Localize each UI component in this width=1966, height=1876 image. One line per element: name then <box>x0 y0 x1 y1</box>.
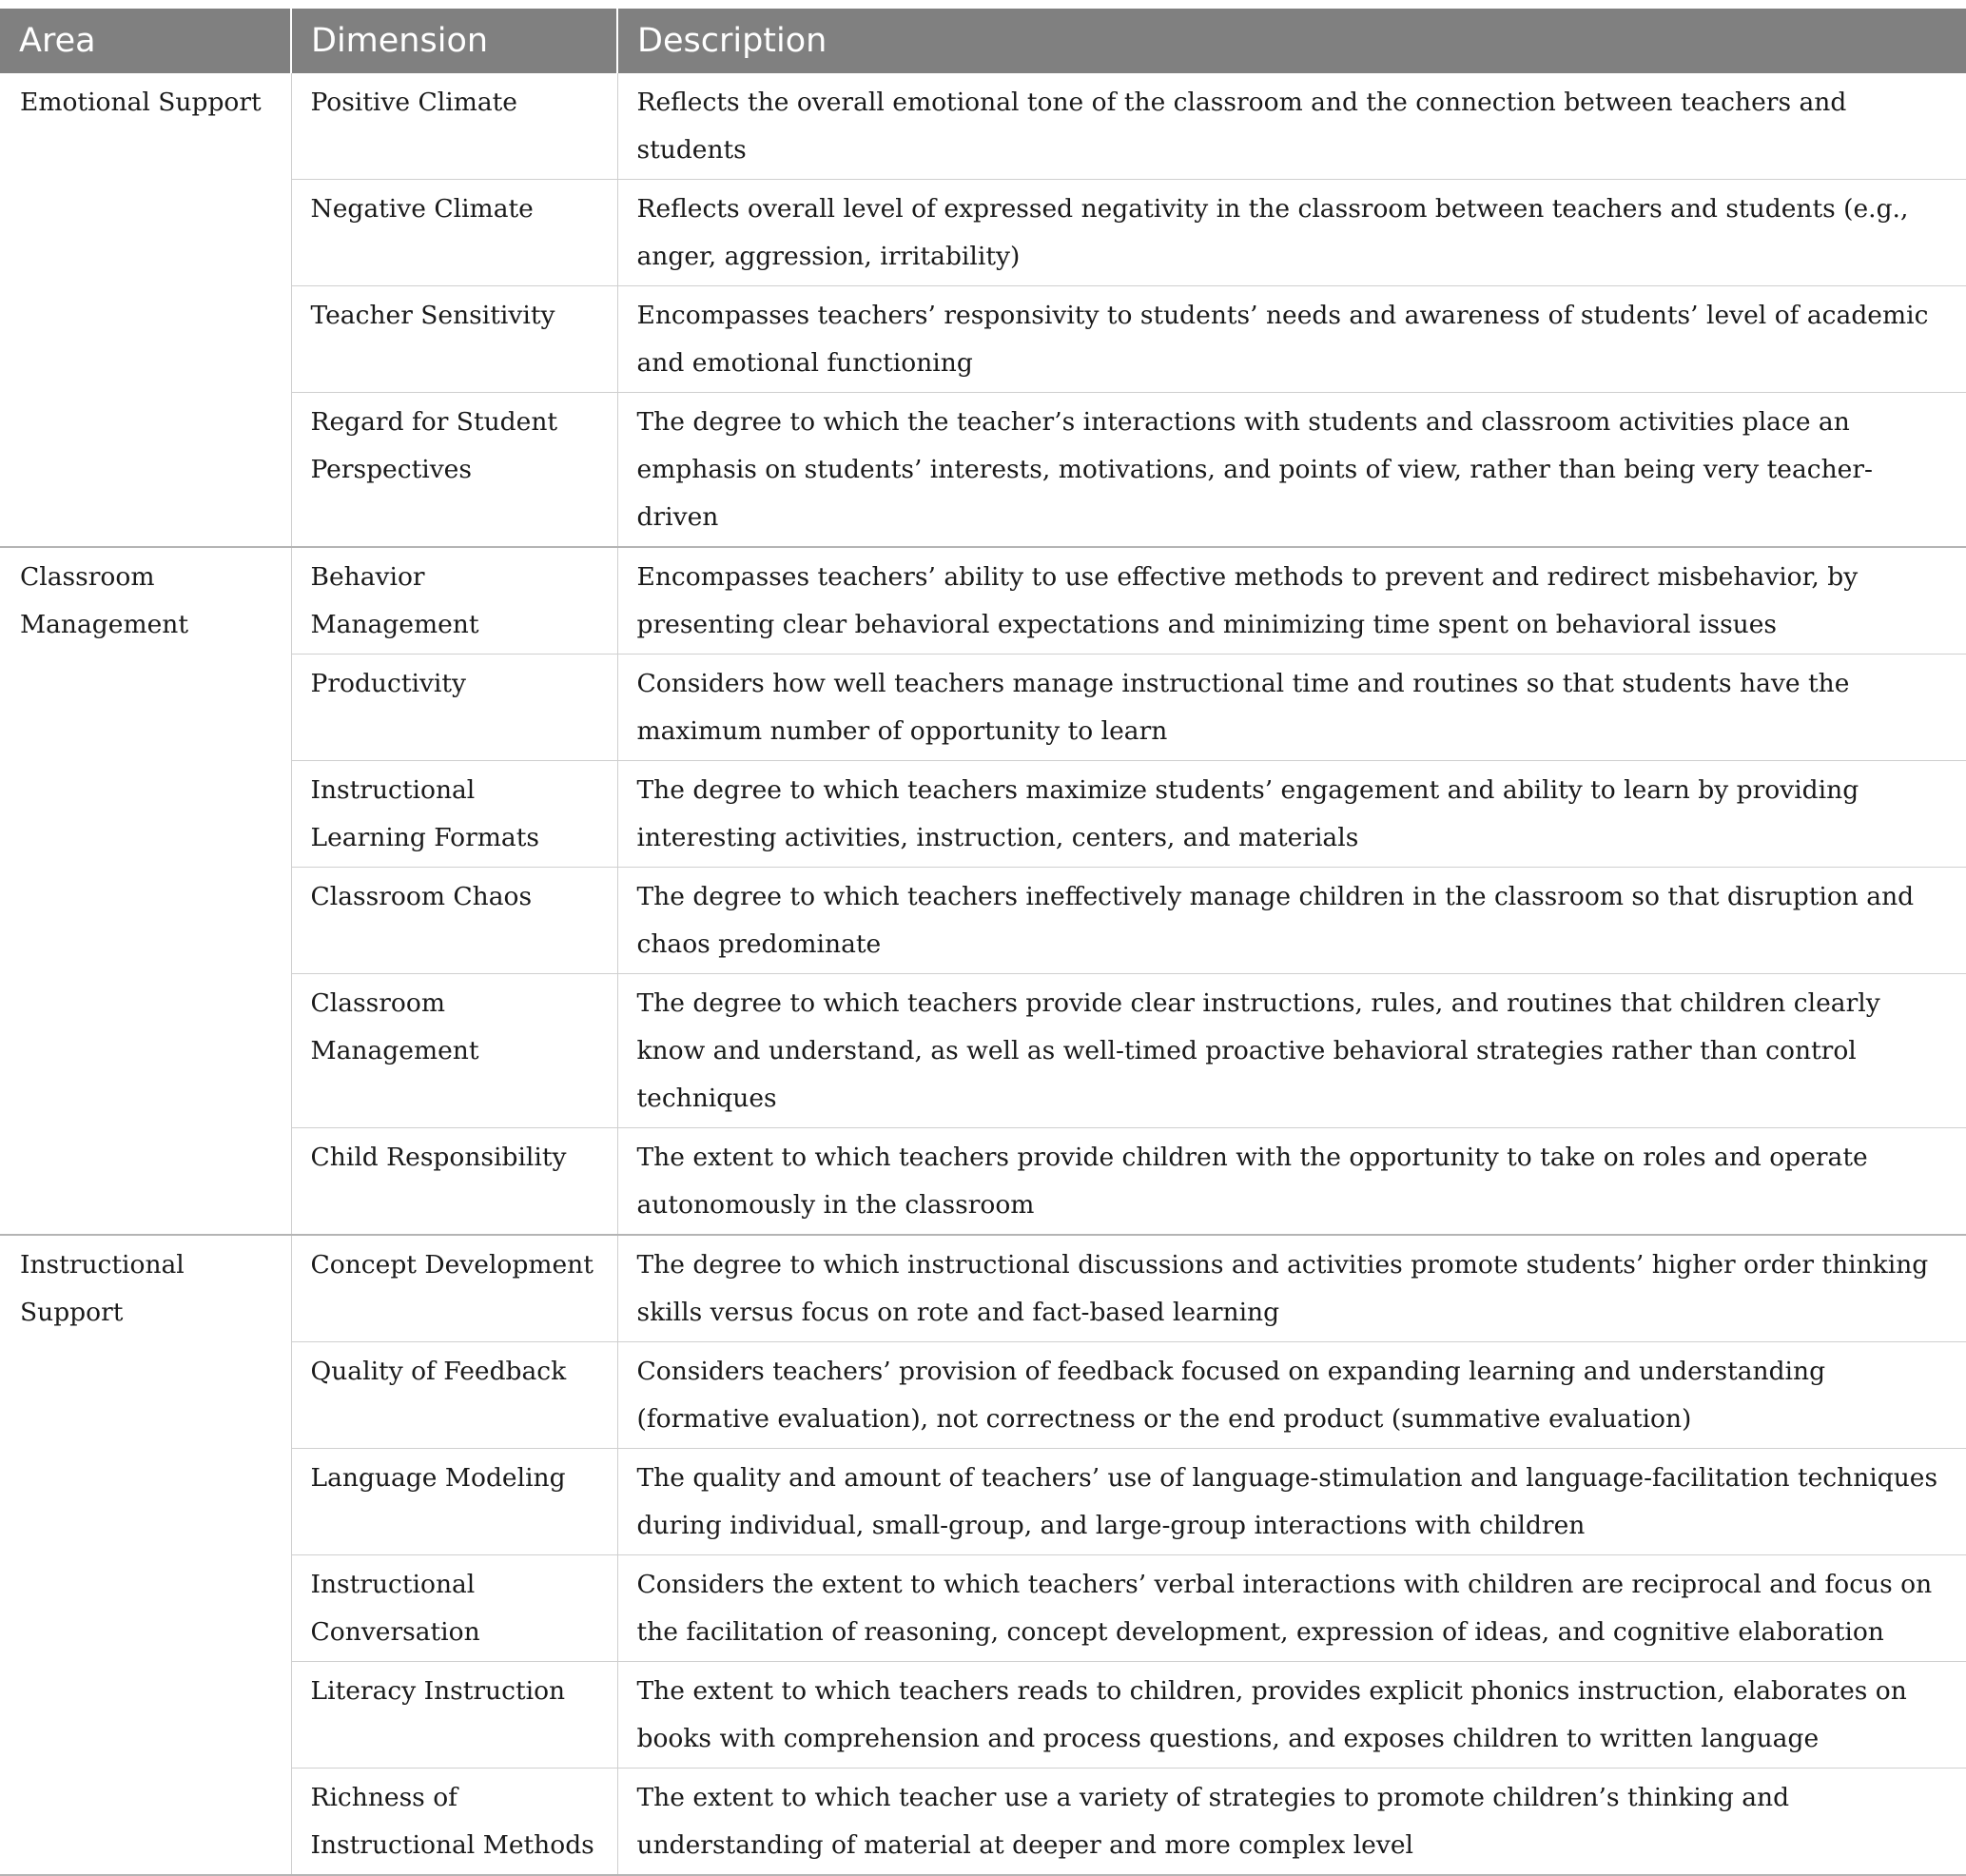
description-cell: The quality and amount of teachers’ use of language-stimulation and language-facilitation techniques during individual, small-group, and large-group interactions with children <box>617 1449 1966 1555</box>
description-cell: Considers teachers’ provision of feedback focused on expanding learning and understanding (formative evaluation), not correctness or the end product (summative evaluation) <box>617 1342 1966 1449</box>
dimension-cell: Literacy Instruction <box>291 1662 617 1769</box>
description-cell: Reflects overall level of expressed negativity in the classroom between teachers and students (e.g., anger, aggression, irritability) <box>617 180 1966 286</box>
description-cell: The extent to which teacher use a variety of strategies to promote children’s thinking and understanding of material at deeper and more complex level <box>617 1769 1966 1876</box>
dimension-cell: Regard for Student Perspectives <box>291 393 617 548</box>
dimension-cell: Teacher Sensitivity <box>291 286 617 393</box>
area-cell: Emotional Support <box>20 88 262 117</box>
dimension-cell: Concept Development <box>291 1235 617 1342</box>
area-cell: Classroom Management <box>0 547 291 1235</box>
description-cell: The extent to which teachers provide children with the opportunity to take on roles and operate autonomously in the classroom <box>617 1128 1966 1236</box>
table-row <box>0 1662 1966 1769</box>
table-row <box>0 974 1966 1128</box>
area-cell: Instructional Support <box>0 1235 291 1875</box>
table-row <box>0 1555 1966 1662</box>
description-cell: The degree to which teachers maximize students’ engagement and ability to learn by providing interesting activities, instruction, centers, and materials <box>617 761 1966 868</box>
table-row <box>0 1769 1966 1876</box>
dimension-cell: Instructional Conversation <box>291 1555 617 1662</box>
description-cell: The degree to which the teacher’s interactions with students and classroom activities place an emphasis on students’ interests, motivations, and points of view, rather than being very teacher-driven <box>617 393 1966 548</box>
table-row <box>0 868 1966 974</box>
table-row <box>0 73 1966 180</box>
description-cell: The extent to which teachers reads to children, provides explicit phonics instruction, elaborates on books with comprehension and process questions, and exposes children to written language <box>617 1662 1966 1769</box>
dimension-cell: Behavior Management <box>291 547 617 655</box>
dimension-cell: Negative Climate <box>291 180 617 286</box>
header-description: Description <box>617 9 1966 73</box>
table-row <box>0 393 1966 548</box>
description-cell: Considers how well teachers manage instructional time and routines so that students have the maximum number of opportunity to learn <box>617 655 1966 761</box>
table-row <box>0 1128 1966 1236</box>
table-row <box>0 547 1966 655</box>
table-row <box>0 761 1966 868</box>
table-row <box>0 180 1966 286</box>
dimension-cell: Richness of Instructional Methods <box>291 1769 617 1876</box>
description-cell: The degree to which teachers ineffectively manage children in the classroom so that disruption and chaos predominate <box>617 868 1966 974</box>
description-cell: Encompasses teachers’ responsivity to students’ needs and awareness of students’ level of academic and emotional functioning <box>617 286 1966 393</box>
table-row <box>0 1342 1966 1449</box>
description-cell: The degree to which teachers provide clear instructions, rules, and routines that children clearly know and understand, as well as well-timed proactive behavioral strategies rather than control techniques <box>617 974 1966 1128</box>
dimension-cell: Positive Climate <box>291 73 617 180</box>
description-cell: Reflects the overall emotional tone of the classroom and the connection between teachers and students <box>617 73 1966 180</box>
dimension-cell: Classroom Chaos <box>291 868 617 974</box>
dimension-cell: Child Responsibility <box>291 1128 617 1236</box>
header-area: Area <box>0 9 291 73</box>
dimension-cell: Classroom Management <box>291 974 617 1128</box>
table-row <box>0 1235 1966 1342</box>
description-cell: Encompasses teachers’ ability to use effective methods to prevent and redirect misbehavior, by presenting clear behavioral expectations and minimizing time spent on behavioral issues <box>617 547 1966 655</box>
description-cell: Considers the extent to which teachers’ verbal interactions with children are reciprocal and focus on the facilitation of reasoning, concept development, expression of ideas, and cognitive elaboration <box>617 1555 1966 1662</box>
table-row <box>0 655 1966 761</box>
dimension-cell: Productivity <box>291 655 617 761</box>
dimension-cell: Instructional Learning Formats <box>291 761 617 868</box>
header-dimension: Dimension <box>291 9 617 73</box>
table-row <box>0 1449 1966 1555</box>
dimensions-table <box>0 9 1966 1876</box>
dimension-cell: Language Modeling <box>291 1449 617 1555</box>
table-row <box>0 286 1966 393</box>
header-row <box>0 9 1966 73</box>
dimension-cell: Quality of Feedback <box>291 1342 617 1449</box>
description-cell: The degree to which instructional discussions and activities promote students’ higher order thinking skills versus focus on rote and fact-based learning <box>617 1235 1966 1342</box>
